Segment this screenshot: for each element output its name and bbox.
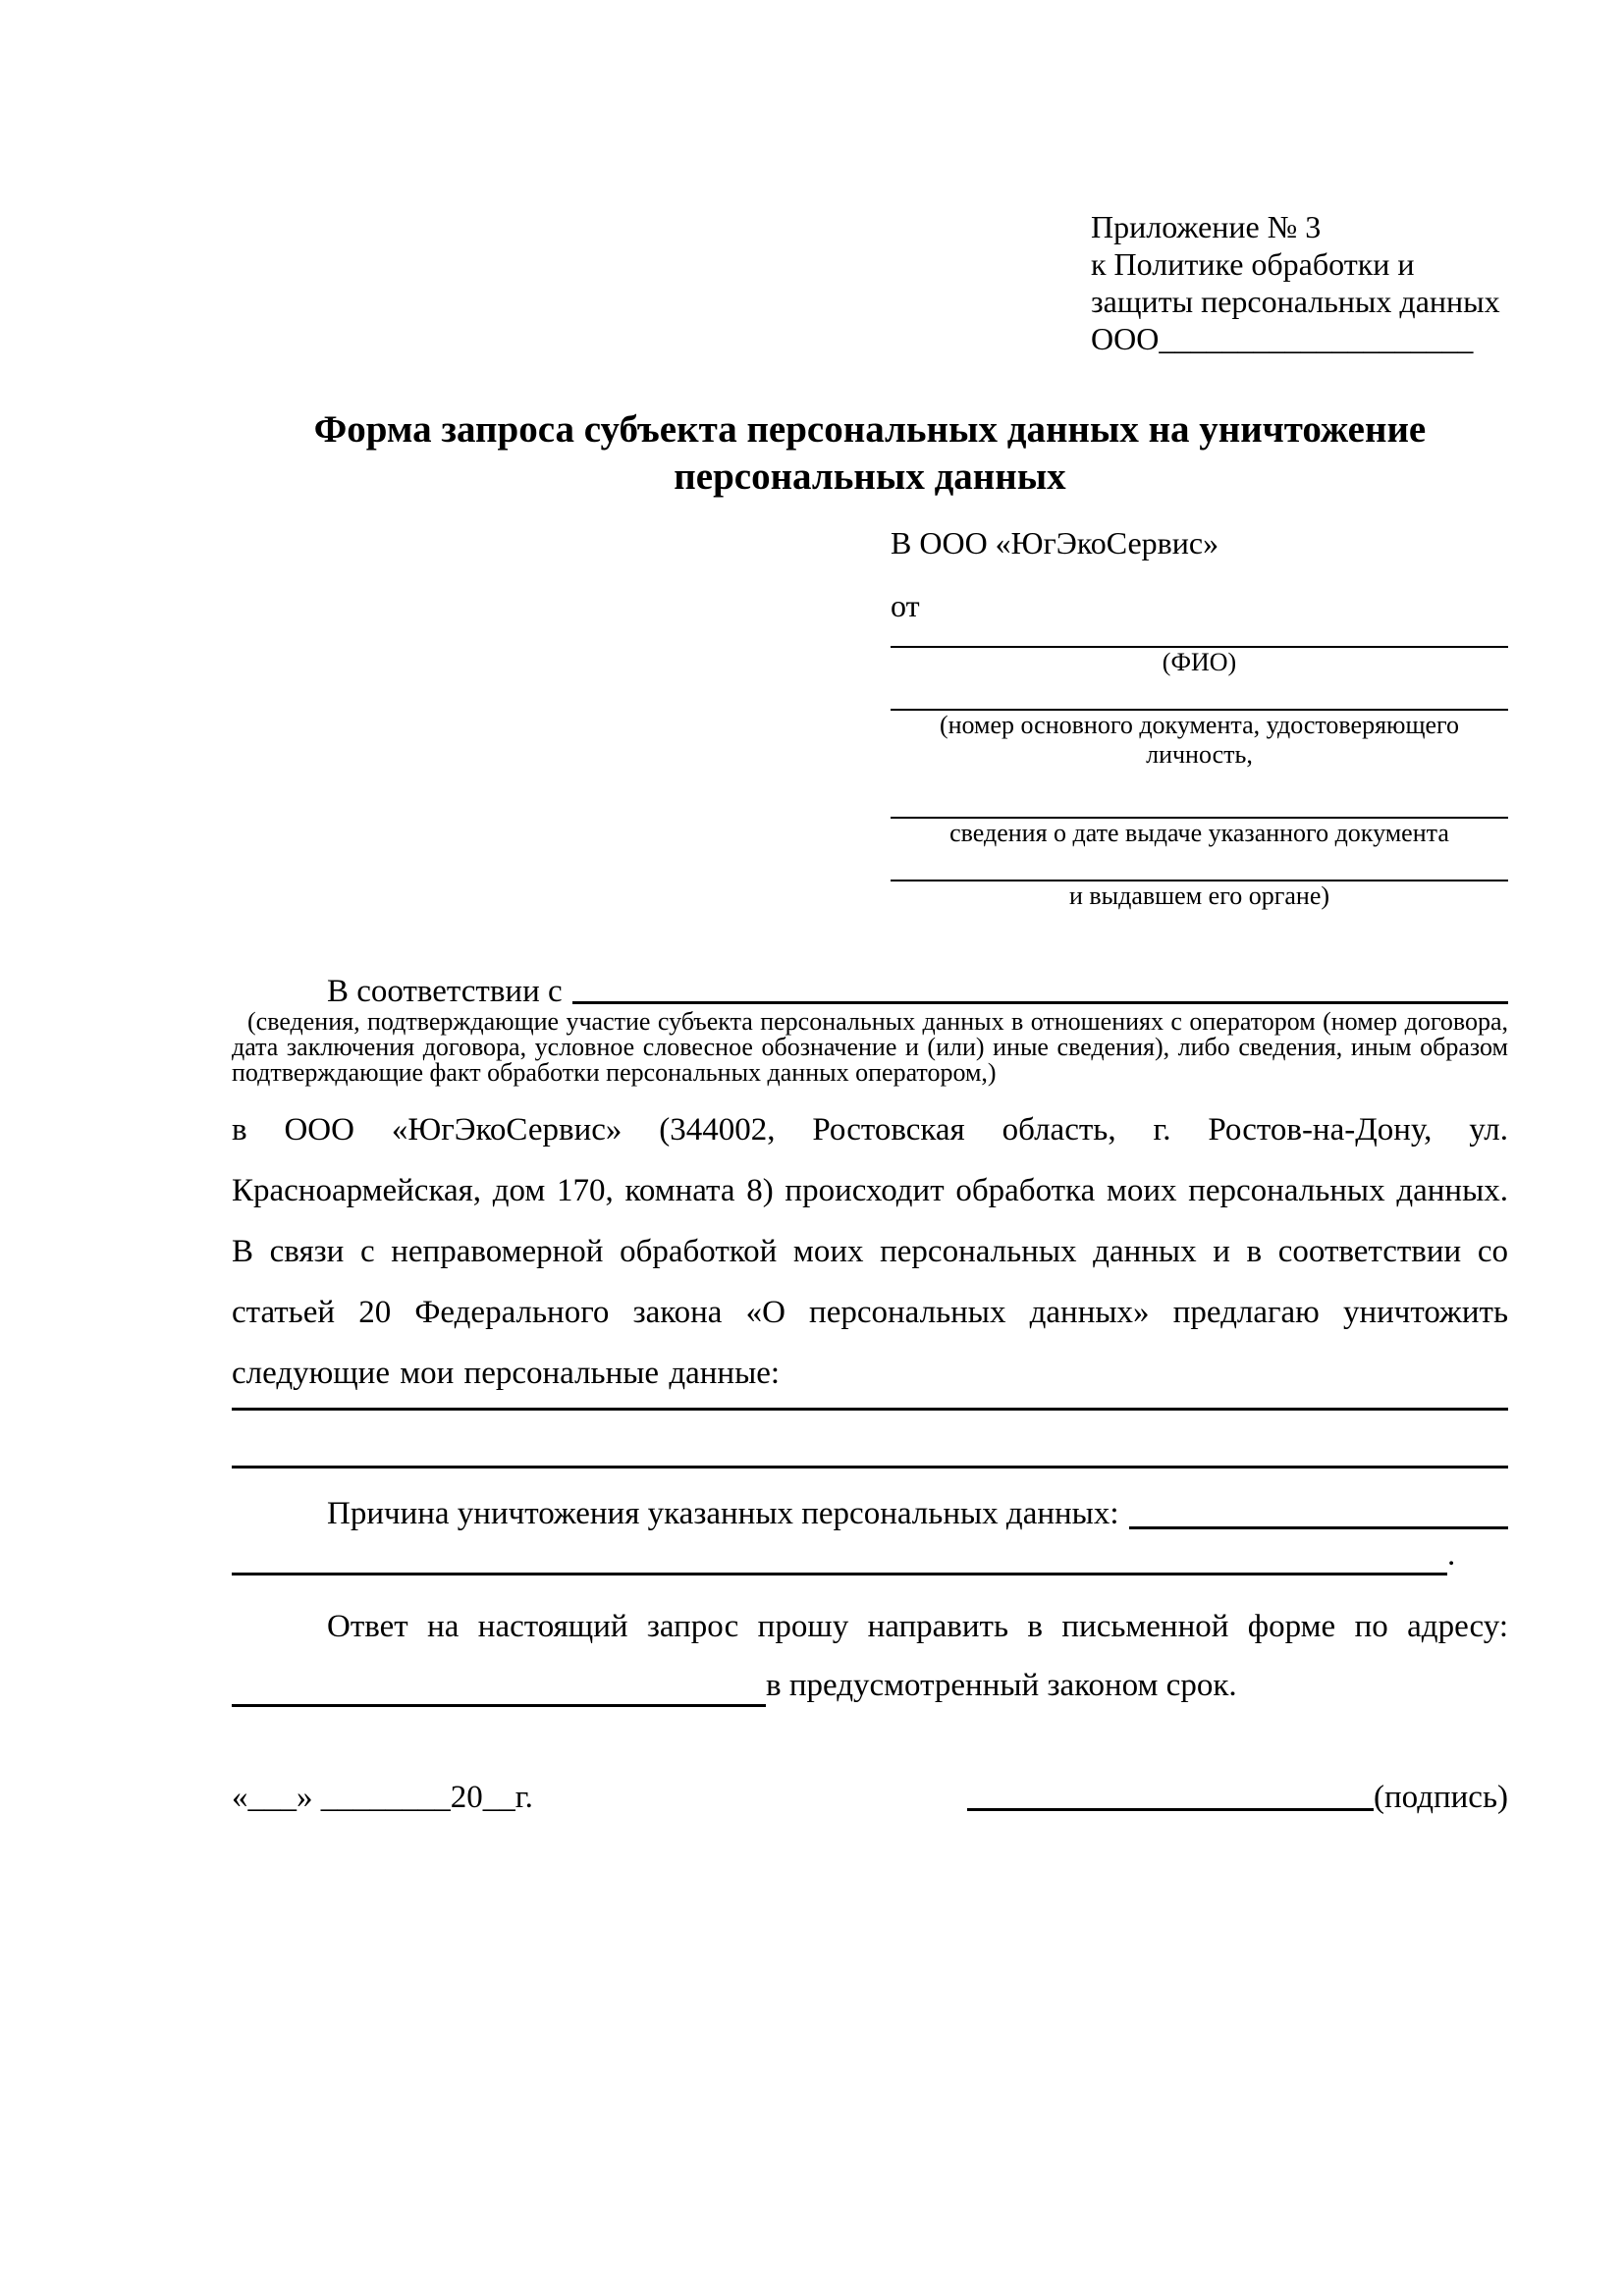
from-label: от — [891, 588, 920, 623]
appendix-note — [1091, 208, 1508, 357]
answer-tail-row — [232, 1664, 1508, 1707]
appendix-line-4: ООО____________________ — [1091, 321, 1474, 356]
issue-date-blank-line — [891, 770, 1508, 819]
document-content — [0, 208, 1624, 1819]
main-paragraph: в ООО «ЮгЭкоСервис» (344002, Ростовская область, г. Ростов-на-Дону, ул. Красноармейская, дом 170, комната 8) происходит обработка моих персональных данных. В связи с неправомерной обработкой моих персональных данных и в соответствии со статьей 20 Федерального закона «О персональных данных» предлагаю уничтожить следующие мои персональные данные: — [232, 1112, 1508, 1391]
reason-label: Причина уничтожения указанных персональных данных: — [327, 1496, 1119, 1531]
footer-row — [232, 1776, 1508, 1819]
answer-paragraph: Ответ на настоящий запрос прошу направить в письменной форме по адресу: — [327, 1609, 1508, 1644]
issue-date-caption: сведения о дате выдаче указанного документа — [949, 819, 1449, 847]
according-blank-line — [572, 974, 1508, 1004]
addressee-block — [891, 522, 1508, 911]
appendix-line-1: Приложение № 3 — [1091, 209, 1322, 244]
fio-blank-line — [891, 626, 1508, 648]
signature-blank-line — [967, 1808, 1374, 1811]
appendix-line-3: защиты персональных данных — [1091, 284, 1500, 319]
address-blank-line — [232, 1667, 766, 1707]
reason-continuation-blank-line — [232, 1537, 1447, 1575]
according-label: В соответствии с — [327, 974, 563, 1009]
reason-row — [232, 1493, 1508, 1534]
according-row — [232, 974, 1508, 1009]
reason-blank-line — [1129, 1493, 1508, 1529]
answer-tail-text: в предусмотренный законом срок. — [766, 1668, 1237, 1703]
signature-caption: (подпись) — [1374, 1780, 1508, 1815]
issuer-caption: и выдавшем его органе) — [1068, 881, 1330, 910]
doc-number-caption: (номер основного документа, удостоверяющего личность, — [939, 711, 1460, 769]
doc-number-blank-line — [891, 677, 1508, 711]
fine-print-note: (сведения, подтверждающие участие субъекта персональных данных в отношениях с оператором (номер договора, дата заключения договора, условное словесное обозначение и (или) иные сведения), либо сведения, иным образом подтверждающие факт обработки персональных данных оператором,) — [232, 1007, 1508, 1087]
signature-group — [967, 1776, 1508, 1819]
fio-caption: (ФИО) — [1162, 648, 1237, 676]
reason-continuation-row — [232, 1534, 1508, 1575]
document-title: Форма запроса субъекта персональных данных на уничтожение персональных данных — [313, 408, 1427, 498]
data-blank-line-2 — [232, 1466, 1508, 1468]
data-blank-line-1 — [232, 1408, 1508, 1411]
reason-period: . — [1447, 1537, 1456, 1573]
issuer-blank-line — [891, 848, 1508, 881]
appendix-line-2: к Политике обработки и — [1091, 246, 1415, 282]
date-blank: «___» ________20__г. — [232, 1780, 533, 1815]
addressee-org: В ООО «ЮгЭкоСервис» — [891, 525, 1219, 561]
